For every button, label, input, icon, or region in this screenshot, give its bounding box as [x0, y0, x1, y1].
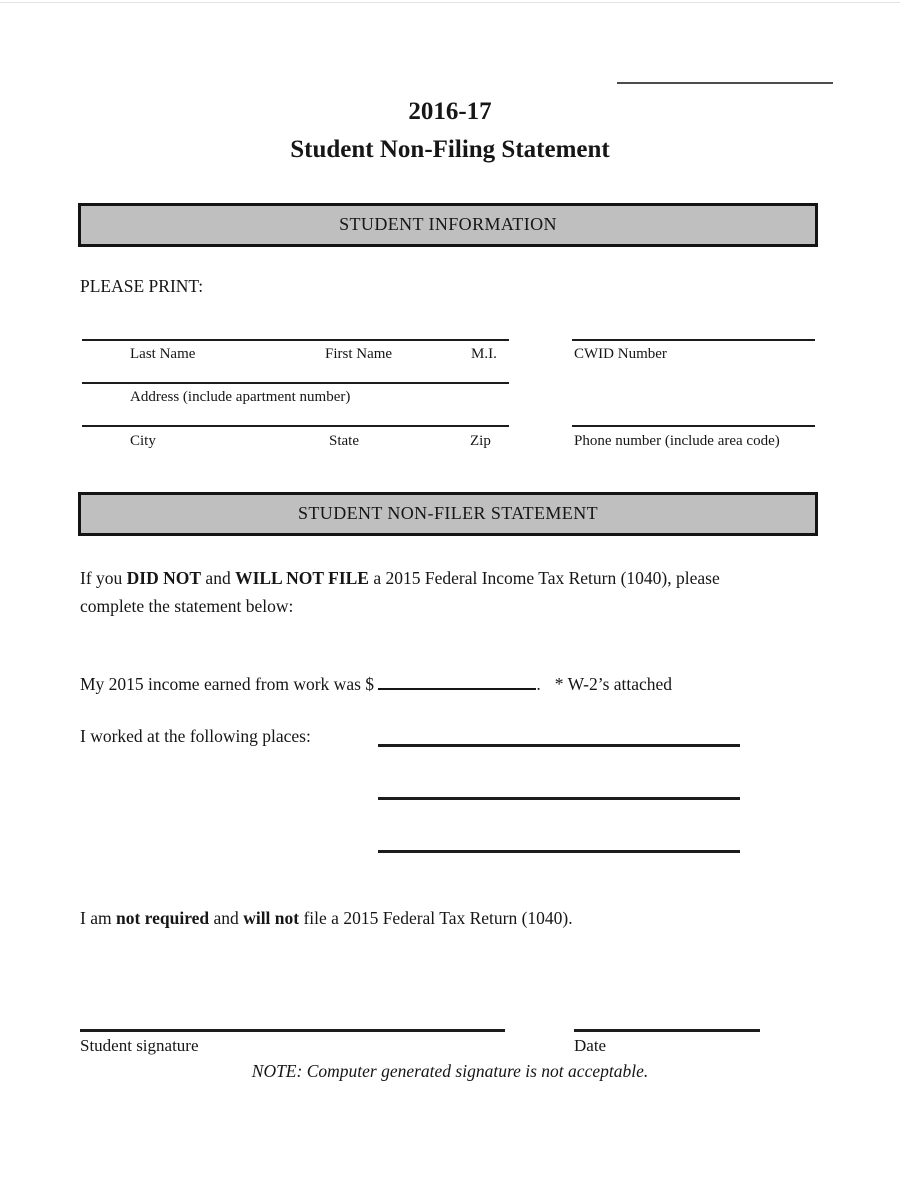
- intro-text-2: and: [201, 568, 236, 588]
- not-required-text-2: and: [209, 908, 244, 928]
- name-write-line: [82, 339, 509, 341]
- phone-write-line: [572, 425, 815, 427]
- page-top-edge: [0, 2, 900, 3]
- w2-attached-note: * W-2’s attached: [554, 674, 673, 694]
- intro-bold-did-not: DID NOT: [126, 568, 202, 588]
- cwid-write-line: [572, 339, 815, 341]
- city-label: City: [130, 433, 156, 449]
- address-write-line: [82, 382, 509, 384]
- not-required-bold-1: not required: [115, 908, 210, 928]
- worked-places-label: I worked at the following places:: [80, 726, 311, 746]
- section-header-non-filer-statement: [78, 492, 818, 536]
- signature-note: NOTE: Computer generated signature is not acceptable.: [251, 1061, 649, 1081]
- form-name-title: Student Non-Filing Statement: [290, 136, 610, 163]
- non-filer-intro-paragraph: [80, 564, 785, 620]
- phone-label: Phone number (include area code): [574, 433, 780, 449]
- income-amount-blank-line: [378, 672, 536, 690]
- student-signature-line: [80, 1029, 505, 1032]
- not-required-statement: [80, 904, 800, 932]
- section-header-non-filer-statement-label: STUDENT NON-FILER STATEMENT: [297, 503, 598, 523]
- intro-bold-will-not-file: WILL NOT FILE: [235, 568, 369, 588]
- not-required-bold-2: will not: [243, 908, 300, 928]
- intro-text-3: a 2015 Federal Income Tax Return (1040), please complete the statement below:: [80, 568, 720, 616]
- not-required-text-3: file a 2015 Federal Tax Return (1040).: [299, 908, 573, 928]
- form-year-title: 2016-17: [408, 98, 492, 125]
- intro-text-1: If you: [80, 568, 127, 588]
- section-header-student-information-label: STUDENT INFORMATION: [339, 214, 557, 234]
- worked-place-line-3: [378, 850, 740, 853]
- not-required-text-1: I am: [80, 908, 116, 928]
- income-statement-line: [80, 670, 800, 698]
- worked-place-line-2: [378, 797, 740, 800]
- income-prefix-text: My 2015 income earned from work was $: [80, 674, 379, 694]
- middle-initial-label: M.I.: [471, 346, 497, 362]
- state-label: State: [329, 433, 359, 449]
- section-header-student-information: [78, 203, 818, 247]
- last-name-label: Last Name: [130, 346, 196, 362]
- first-name-label: First Name: [325, 346, 393, 362]
- cwid-number-label: CWID Number: [574, 346, 667, 362]
- date-label: Date: [574, 1036, 607, 1055]
- income-period: .: [536, 674, 541, 694]
- address-label: Address (include apartment number): [130, 389, 351, 405]
- zip-label: Zip: [470, 433, 491, 449]
- city-state-zip-write-line: [82, 425, 509, 427]
- date-line: [574, 1029, 760, 1032]
- please-print-label: PLEASE PRINT:: [80, 276, 204, 296]
- top-right-blank-line: [617, 82, 833, 84]
- student-signature-label: Student signature: [80, 1036, 199, 1055]
- worked-place-line-1: [378, 744, 740, 747]
